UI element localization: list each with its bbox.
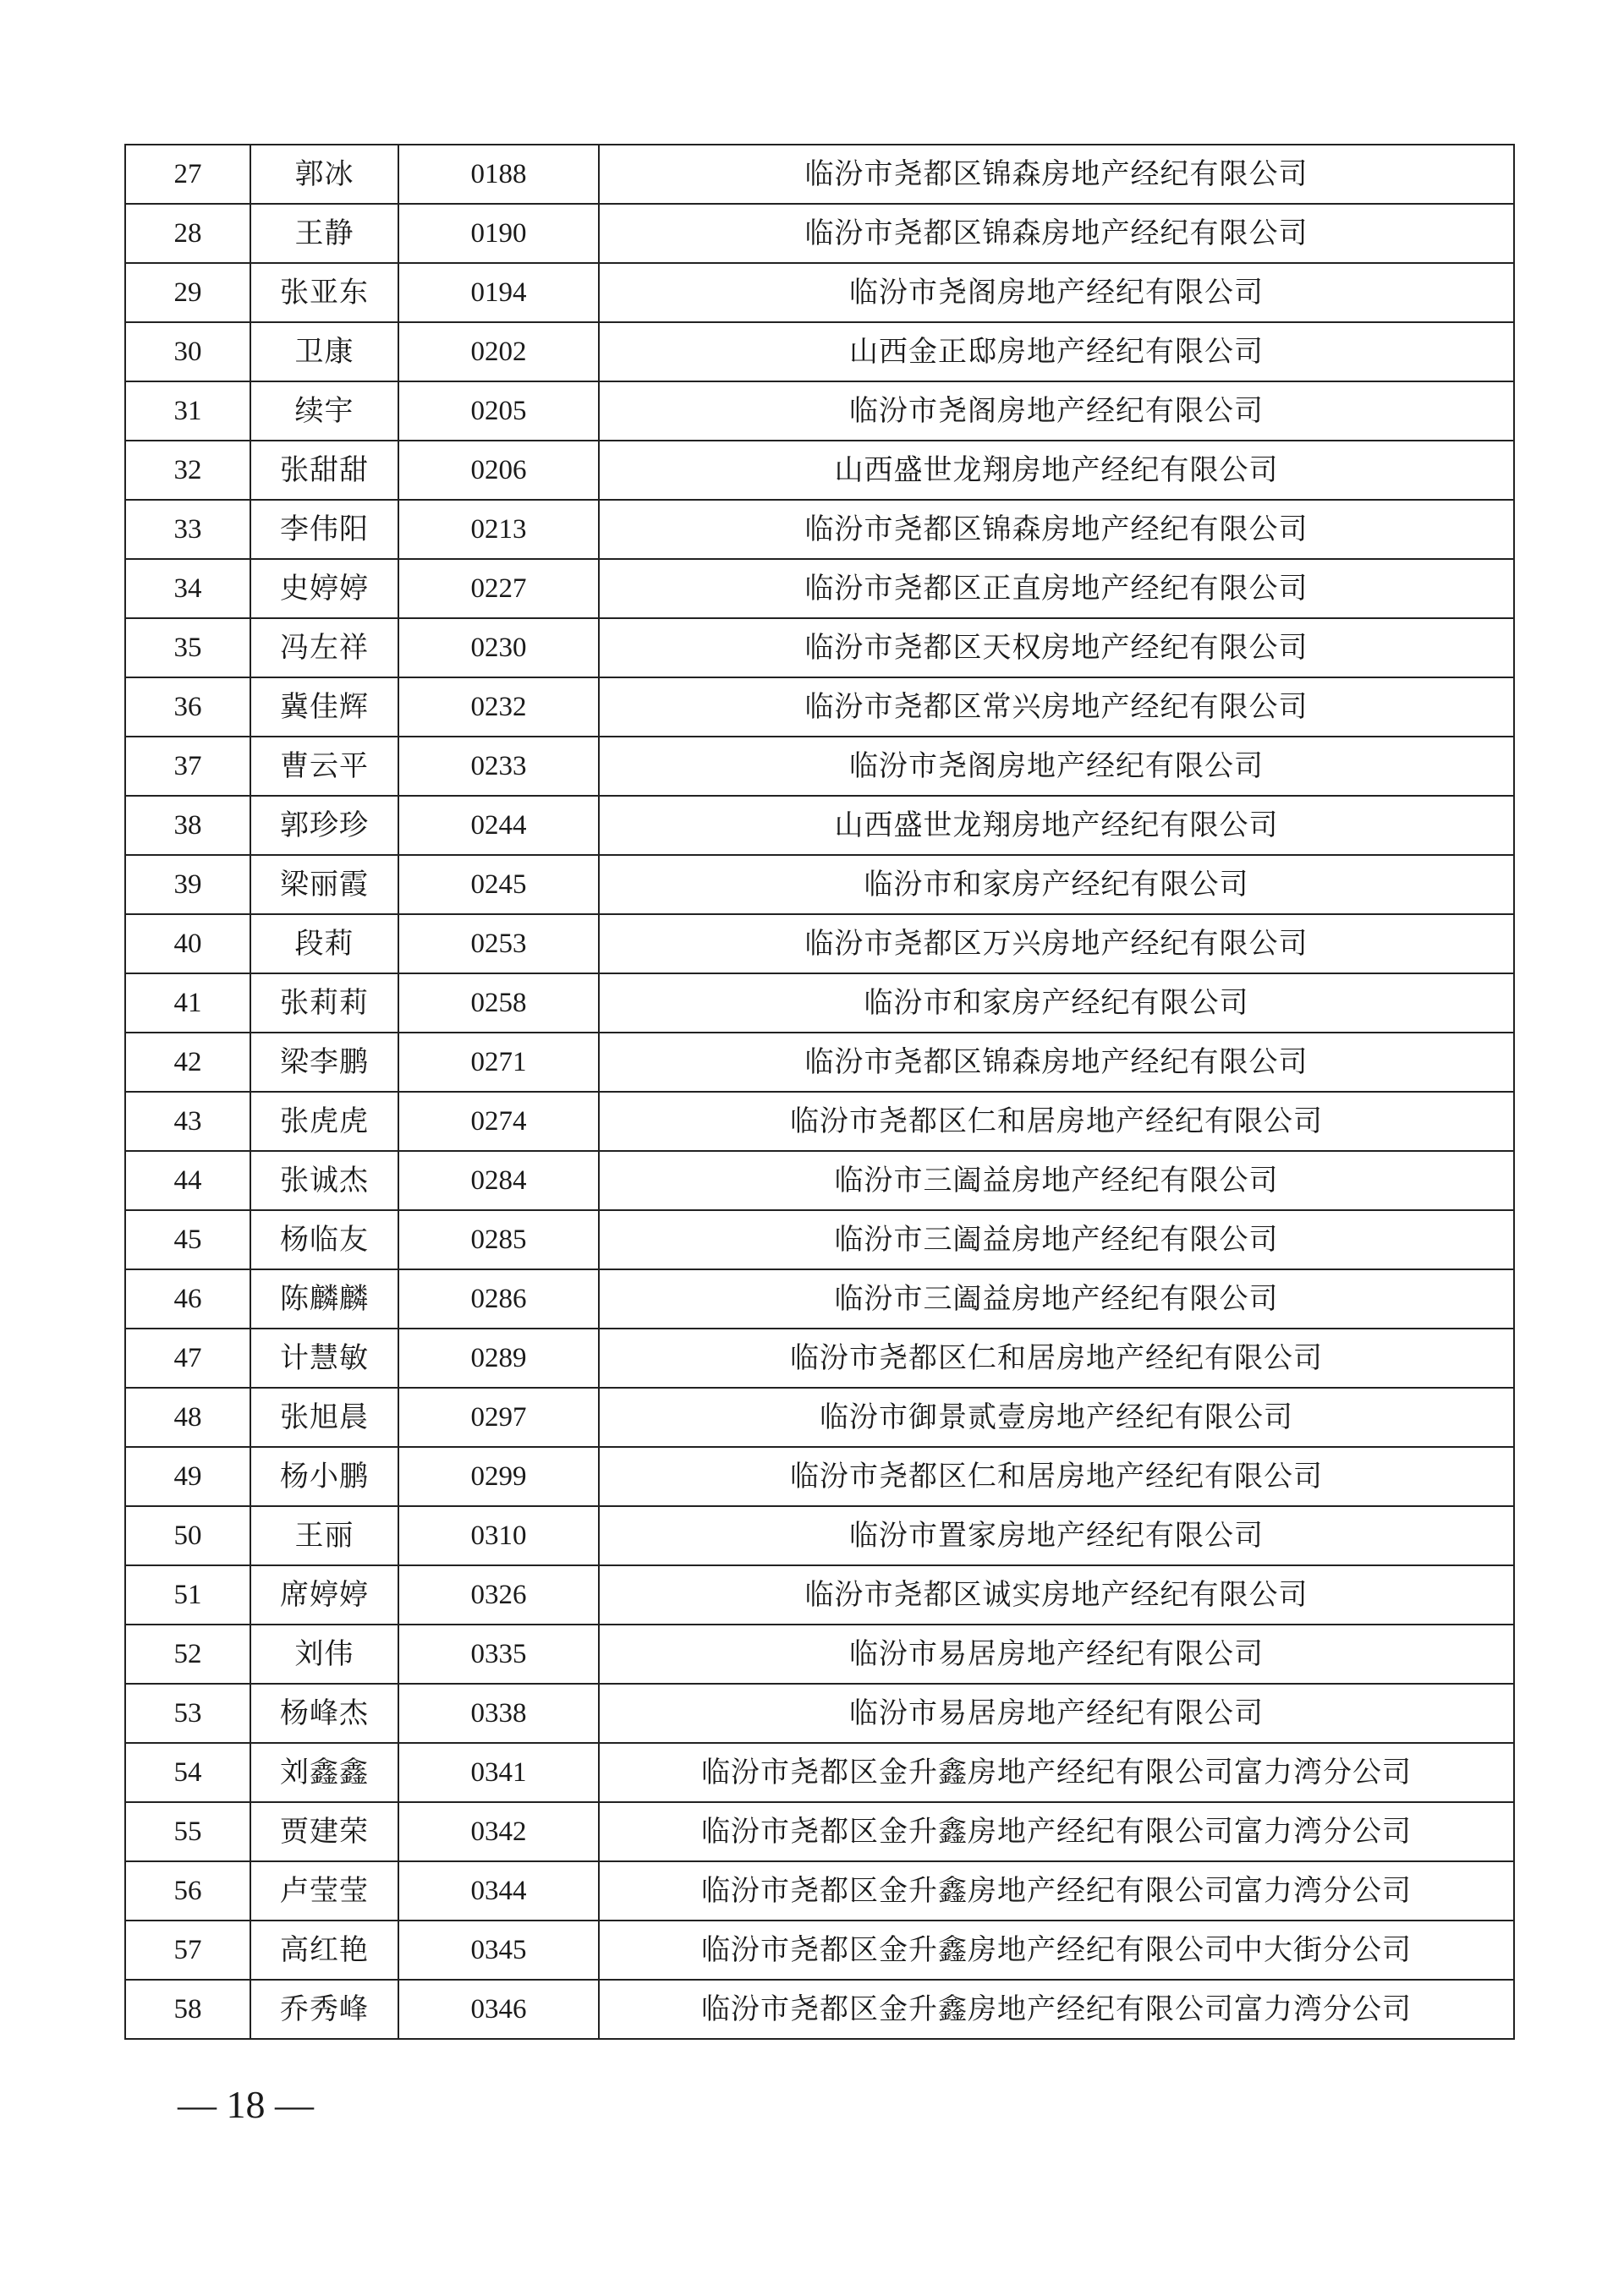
row-number-cell: 36 [125, 677, 250, 737]
row-number-cell: 51 [125, 1565, 250, 1625]
table-row [125, 1861, 1514, 1921]
company-name-cell: 临汾市尧都区万兴房地产经纪有限公司 [599, 914, 1514, 973]
table-row [125, 145, 1514, 204]
row-number-cell: 35 [125, 618, 250, 677]
table-row [125, 1329, 1514, 1388]
company-name-cell: 临汾市尧阁房地产经纪有限公司 [599, 263, 1514, 322]
certificate-code-cell: 0245 [398, 855, 599, 914]
table-row [125, 796, 1514, 855]
table-row [125, 1625, 1514, 1684]
row-number-cell: 45 [125, 1210, 250, 1269]
row-number-cell: 54 [125, 1743, 250, 1802]
table-row [125, 1980, 1514, 2039]
company-name-cell: 临汾市尧都区天权房地产经纪有限公司 [599, 618, 1514, 677]
agent-name-cell: 席婷婷 [250, 1565, 398, 1625]
certificate-code-cell: 0342 [398, 1802, 599, 1861]
row-number-cell: 43 [125, 1092, 250, 1151]
certificate-code-cell: 0346 [398, 1980, 599, 2039]
page-number: — 18 — [178, 2083, 314, 2126]
company-name-cell: 临汾市易居房地产经纪有限公司 [599, 1684, 1514, 1743]
certificate-code-cell: 0271 [398, 1033, 599, 1092]
certificate-code-cell: 0253 [398, 914, 599, 973]
certificate-code-cell: 0188 [398, 145, 599, 204]
certificate-code-cell: 0258 [398, 973, 599, 1033]
row-number-cell: 58 [125, 1980, 250, 2039]
agent-name-cell: 李伟阳 [250, 500, 398, 559]
row-number-cell: 47 [125, 1329, 250, 1388]
agent-name-cell: 高红艳 [250, 1921, 398, 1980]
certificate-code-cell: 0206 [398, 441, 599, 500]
table-row [125, 1684, 1514, 1743]
certificate-code-cell: 0299 [398, 1447, 599, 1506]
certificate-code-cell: 0233 [398, 737, 599, 796]
certificate-code-cell: 0244 [398, 796, 599, 855]
table-row [125, 914, 1514, 973]
row-number-cell: 34 [125, 559, 250, 618]
table-row [125, 677, 1514, 737]
certificate-code-cell: 0297 [398, 1388, 599, 1447]
row-number-cell: 28 [125, 204, 250, 263]
agent-name-cell: 段莉 [250, 914, 398, 973]
company-name-cell: 临汾市尧都区金升鑫房地产经纪有限公司中大街分公司 [599, 1921, 1514, 1980]
certificate-code-cell: 0213 [398, 500, 599, 559]
agent-name-cell: 王静 [250, 204, 398, 263]
table-row [125, 1092, 1514, 1151]
certificate-code-cell: 0285 [398, 1210, 599, 1269]
row-number-cell: 56 [125, 1861, 250, 1921]
company-name-cell: 山西盛世龙翔房地产经纪有限公司 [599, 796, 1514, 855]
table-row [125, 204, 1514, 263]
row-number-cell: 30 [125, 322, 250, 381]
company-name-cell: 临汾市尧都区仁和居房地产经纪有限公司 [599, 1329, 1514, 1388]
row-number-cell: 37 [125, 737, 250, 796]
row-number-cell: 39 [125, 855, 250, 914]
company-name-cell: 临汾市尧都区仁和居房地产经纪有限公司 [599, 1447, 1514, 1506]
certificate-code-cell: 0338 [398, 1684, 599, 1743]
company-name-cell: 临汾市尧都区仁和居房地产经纪有限公司 [599, 1092, 1514, 1151]
table-row [125, 559, 1514, 618]
row-number-cell: 33 [125, 500, 250, 559]
agent-name-cell: 贾建荣 [250, 1802, 398, 1861]
table-row [125, 1506, 1514, 1565]
certificate-code-cell: 0310 [398, 1506, 599, 1565]
agent-name-cell: 梁丽霞 [250, 855, 398, 914]
company-name-cell: 临汾市尧都区锦森房地产经纪有限公司 [599, 204, 1514, 263]
company-name-cell: 临汾市三阖益房地产经纪有限公司 [599, 1151, 1514, 1210]
row-number-cell: 57 [125, 1921, 250, 1980]
table-row [125, 1210, 1514, 1269]
agent-name-cell: 郭珍珍 [250, 796, 398, 855]
company-name-cell: 临汾市尧都区锦森房地产经纪有限公司 [599, 145, 1514, 204]
agent-name-cell: 计慧敏 [250, 1329, 398, 1388]
agent-name-cell: 王丽 [250, 1506, 398, 1565]
certificate-code-cell: 0289 [398, 1329, 599, 1388]
agent-name-cell: 郭冰 [250, 145, 398, 204]
company-name-cell: 临汾市尧都区金升鑫房地产经纪有限公司富力湾分公司 [599, 1861, 1514, 1921]
agent-name-cell: 张虎虎 [250, 1092, 398, 1151]
table-row [125, 618, 1514, 677]
table-row [125, 1565, 1514, 1625]
certificate-code-cell: 0227 [398, 559, 599, 618]
table-row [125, 1033, 1514, 1092]
agent-name-cell: 杨小鹏 [250, 1447, 398, 1506]
agent-name-cell: 梁李鹏 [250, 1033, 398, 1092]
row-number-cell: 48 [125, 1388, 250, 1447]
table-row [125, 441, 1514, 500]
roster-table-body [125, 145, 1514, 2039]
company-name-cell: 临汾市三阖益房地产经纪有限公司 [599, 1269, 1514, 1329]
row-number-cell: 46 [125, 1269, 250, 1329]
row-number-cell: 38 [125, 796, 250, 855]
table-row [125, 500, 1514, 559]
agent-name-cell: 张甜甜 [250, 441, 398, 500]
company-name-cell: 临汾市易居房地产经纪有限公司 [599, 1625, 1514, 1684]
agent-name-cell: 史婷婷 [250, 559, 398, 618]
row-number-cell: 49 [125, 1447, 250, 1506]
agent-name-cell: 冀佳辉 [250, 677, 398, 737]
company-name-cell: 临汾市尧都区锦森房地产经纪有限公司 [599, 1033, 1514, 1092]
company-name-cell: 临汾市御景贰壹房地产经纪有限公司 [599, 1388, 1514, 1447]
company-name-cell: 临汾市和家房产经纪有限公司 [599, 855, 1514, 914]
agent-name-cell: 张诚杰 [250, 1151, 398, 1210]
row-number-cell: 53 [125, 1684, 250, 1743]
certificate-code-cell: 0286 [398, 1269, 599, 1329]
company-name-cell: 临汾市尧都区锦森房地产经纪有限公司 [599, 500, 1514, 559]
table-row [125, 855, 1514, 914]
table-row [125, 1802, 1514, 1861]
agent-name-cell: 张莉莉 [250, 973, 398, 1033]
company-name-cell: 临汾市尧阁房地产经纪有限公司 [599, 381, 1514, 441]
table-row [125, 737, 1514, 796]
company-name-cell: 临汾市置家房地产经纪有限公司 [599, 1506, 1514, 1565]
certificate-code-cell: 0326 [398, 1565, 599, 1625]
agent-name-cell: 杨峰杰 [250, 1684, 398, 1743]
table-row [125, 1921, 1514, 1980]
table-row [125, 1388, 1514, 1447]
agent-roster-table [124, 144, 1515, 2040]
table-row [125, 973, 1514, 1033]
certificate-code-cell: 0335 [398, 1625, 599, 1684]
table-row [125, 1269, 1514, 1329]
company-name-cell: 临汾市尧都区常兴房地产经纪有限公司 [599, 677, 1514, 737]
table-row [125, 1743, 1514, 1802]
agent-name-cell: 乔秀峰 [250, 1980, 398, 2039]
company-name-cell: 山西盛世龙翔房地产经纪有限公司 [599, 441, 1514, 500]
agent-name-cell: 刘伟 [250, 1625, 398, 1684]
table-row [125, 322, 1514, 381]
certificate-code-cell: 0341 [398, 1743, 599, 1802]
agent-name-cell: 陈麟麟 [250, 1269, 398, 1329]
company-name-cell: 临汾市尧都区正直房地产经纪有限公司 [599, 559, 1514, 618]
row-number-cell: 41 [125, 973, 250, 1033]
agent-name-cell: 卢莹莹 [250, 1861, 398, 1921]
agent-name-cell: 曹云平 [250, 737, 398, 796]
table-row [125, 1151, 1514, 1210]
row-number-cell: 52 [125, 1625, 250, 1684]
company-name-cell: 临汾市尧都区金升鑫房地产经纪有限公司富力湾分公司 [599, 1980, 1514, 2039]
company-name-cell: 临汾市和家房产经纪有限公司 [599, 973, 1514, 1033]
certificate-code-cell: 0194 [398, 263, 599, 322]
row-number-cell: 31 [125, 381, 250, 441]
row-number-cell: 29 [125, 263, 250, 322]
table-row [125, 263, 1514, 322]
certificate-code-cell: 0230 [398, 618, 599, 677]
row-number-cell: 50 [125, 1506, 250, 1565]
row-number-cell: 27 [125, 145, 250, 204]
agent-name-cell: 冯左祥 [250, 618, 398, 677]
agent-name-cell: 杨临友 [250, 1210, 398, 1269]
row-number-cell: 55 [125, 1802, 250, 1861]
certificate-code-cell: 0202 [398, 322, 599, 381]
company-name-cell: 临汾市尧都区诚实房地产经纪有限公司 [599, 1565, 1514, 1625]
company-name-cell: 临汾市尧阁房地产经纪有限公司 [599, 737, 1514, 796]
certificate-code-cell: 0344 [398, 1861, 599, 1921]
agent-name-cell: 张亚东 [250, 263, 398, 322]
certificate-code-cell: 0232 [398, 677, 599, 737]
agent-name-cell: 张旭晨 [250, 1388, 398, 1447]
company-name-cell: 山西金正邸房地产经纪有限公司 [599, 322, 1514, 381]
company-name-cell: 临汾市尧都区金升鑫房地产经纪有限公司富力湾分公司 [599, 1802, 1514, 1861]
row-number-cell: 32 [125, 441, 250, 500]
company-name-cell: 临汾市尧都区金升鑫房地产经纪有限公司富力湾分公司 [599, 1743, 1514, 1802]
row-number-cell: 44 [125, 1151, 250, 1210]
company-name-cell: 临汾市三阖益房地产经纪有限公司 [599, 1210, 1514, 1269]
table-row [125, 1447, 1514, 1506]
table-row [125, 381, 1514, 441]
certificate-code-cell: 0190 [398, 204, 599, 263]
certificate-code-cell: 0274 [398, 1092, 599, 1151]
agent-name-cell: 卫康 [250, 322, 398, 381]
certificate-code-cell: 0284 [398, 1151, 599, 1210]
certificate-code-cell: 0205 [398, 381, 599, 441]
agent-name-cell: 续宇 [250, 381, 398, 441]
row-number-cell: 40 [125, 914, 250, 973]
row-number-cell: 42 [125, 1033, 250, 1092]
agent-name-cell: 刘鑫鑫 [250, 1743, 398, 1802]
certificate-code-cell: 0345 [398, 1921, 599, 1980]
